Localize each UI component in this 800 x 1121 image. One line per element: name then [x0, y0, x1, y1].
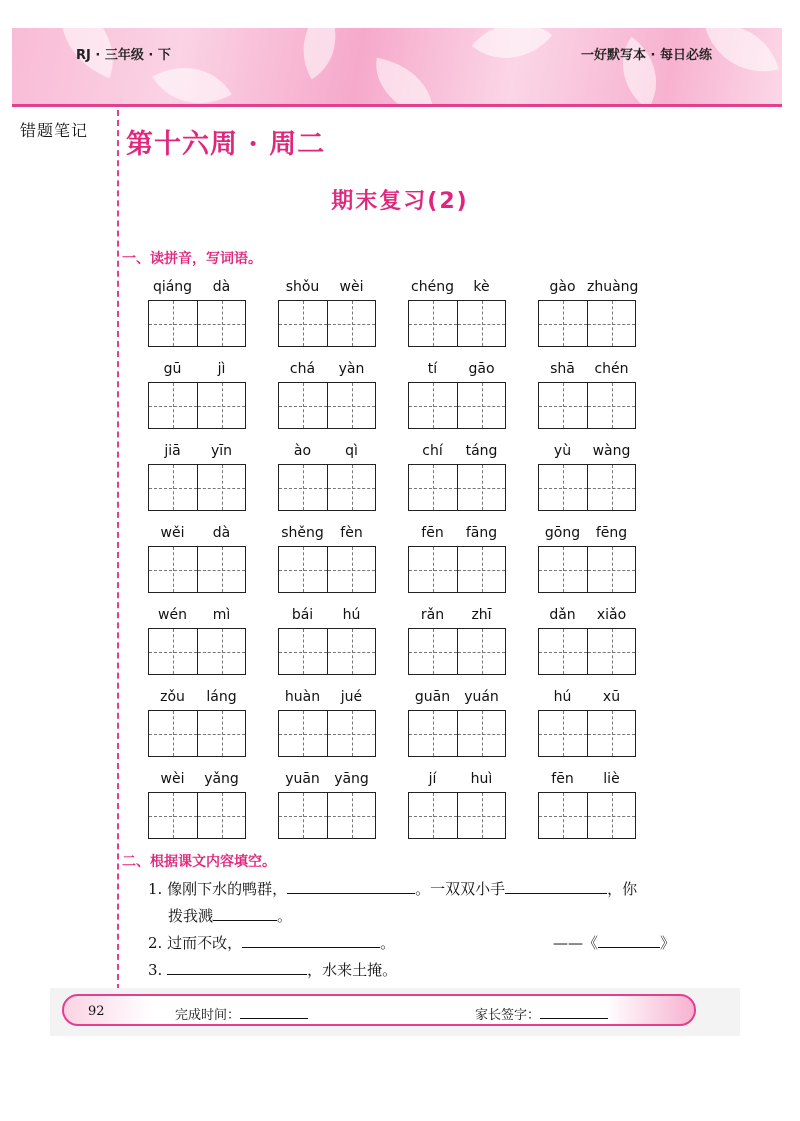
word-item	[408, 522, 538, 604]
completion-time-label: 完成时间：	[175, 1008, 241, 1023]
pinyin-syllable: qì	[345, 443, 358, 459]
petal-decoration	[705, 28, 778, 85]
answer-blank[interactable]	[213, 906, 277, 921]
tianzige-cell[interactable]	[539, 301, 587, 346]
page-title	[0, 184, 800, 215]
pinyin-label	[148, 522, 246, 544]
question-1-text-b: 。一双双小手	[415, 880, 506, 898]
writing-boxes	[148, 382, 246, 429]
tianzige-cell[interactable]	[279, 547, 327, 592]
pinyin-syllable: chén	[594, 361, 629, 377]
writing-boxes	[538, 710, 636, 757]
tianzige-cell[interactable]	[149, 711, 197, 756]
writing-boxes	[148, 710, 246, 757]
word-item	[408, 440, 538, 522]
word-item	[278, 358, 408, 440]
word-item	[278, 522, 408, 604]
fill-question-1-line-2	[168, 905, 292, 926]
tianzige-cell[interactable]	[279, 383, 327, 428]
word-item	[538, 522, 668, 604]
pinyin-syllable: yù	[553, 443, 572, 459]
pinyin-label	[408, 686, 506, 708]
tianzige-cell[interactable]	[149, 629, 197, 674]
pinyin-syllable: wèi	[339, 279, 364, 295]
page-header-banner	[12, 28, 782, 104]
word-item	[148, 604, 278, 686]
pinyin-syllable: fēng	[595, 525, 628, 541]
word-item	[538, 686, 668, 768]
writing-boxes	[148, 300, 246, 347]
pinyin-syllable: shěng	[281, 525, 324, 541]
word-item	[408, 768, 538, 850]
tianzige-cell[interactable]	[539, 383, 587, 428]
pinyin-syllable: jué	[340, 689, 363, 705]
tianzige-cell[interactable]	[409, 793, 457, 838]
question-1-text-d: 拨我溅	[168, 907, 214, 925]
tianzige-cell[interactable]	[279, 793, 327, 838]
tianzige-cell[interactable]	[327, 793, 375, 838]
pinyin-word-grid	[148, 276, 668, 850]
pinyin-syllable: wàng	[592, 443, 631, 459]
writing-boxes	[408, 464, 506, 511]
tianzige-cell[interactable]	[279, 711, 327, 756]
section-1-title: 一、读拼音，写词语。	[122, 251, 262, 267]
pinyin-syllable: gào	[549, 279, 576, 295]
word-item	[148, 522, 278, 604]
petal-decoration	[472, 28, 553, 81]
answer-blank[interactable]	[287, 879, 415, 894]
tianzige-cell[interactable]	[197, 547, 245, 592]
page-title-text: 期末复习(2)	[331, 189, 469, 214]
fill-question-1-line-1	[148, 878, 637, 899]
writing-boxes	[278, 382, 376, 429]
pinyin-syllable: tí	[427, 361, 438, 377]
writing-boxes	[538, 464, 636, 511]
tianzige-cell[interactable]	[457, 629, 505, 674]
word-item	[408, 358, 538, 440]
pinyin-label	[408, 768, 506, 790]
word-item	[408, 276, 538, 358]
pinyin-syllable: fēn	[551, 771, 574, 787]
tianzige-cell[interactable]	[279, 301, 327, 346]
pinyin-label	[278, 358, 376, 380]
pinyin-syllable: yīn	[210, 443, 233, 459]
word-item	[538, 276, 668, 358]
pinyin-syllable: táng	[465, 443, 498, 459]
word-row	[148, 440, 668, 522]
writing-boxes	[148, 546, 246, 593]
tianzige-cell[interactable]	[539, 547, 587, 592]
pinyin-syllable: kè	[473, 279, 490, 295]
tianzige-cell[interactable]	[587, 629, 635, 674]
tianzige-cell[interactable]	[457, 383, 505, 428]
header-divider	[12, 104, 782, 107]
pinyin-syllable: gū	[163, 361, 182, 377]
pinyin-syllable: huì	[470, 771, 493, 787]
pinyin-label	[538, 522, 636, 544]
pinyin-syllable: shǒu	[285, 279, 320, 295]
writing-boxes	[408, 382, 506, 429]
tianzige-cell[interactable]	[149, 465, 197, 510]
question-3-text-b: ，水来土掩。	[307, 961, 398, 979]
tianzige-cell[interactable]	[409, 629, 457, 674]
tianzige-cell[interactable]	[409, 547, 457, 592]
pinyin-syllable: mì	[212, 607, 231, 623]
tianzige-cell[interactable]	[149, 793, 197, 838]
tianzige-cell[interactable]	[327, 547, 375, 592]
fill-question-3	[148, 959, 397, 980]
pinyin-syllable: láng	[206, 689, 237, 705]
pinyin-syllable: guān	[414, 689, 451, 705]
page-number: 92	[88, 1004, 105, 1019]
pinyin-syllable: yàn	[338, 361, 365, 377]
writing-boxes	[538, 546, 636, 593]
pinyin-syllable: yāng	[334, 771, 369, 787]
tianzige-cell[interactable]	[197, 301, 245, 346]
header-grade-label: RJ · 三年级 · 下	[76, 48, 171, 63]
tianzige-cell[interactable]	[409, 301, 457, 346]
word-row	[148, 358, 668, 440]
pinyin-syllable: dà	[212, 525, 231, 541]
tianzige-cell[interactable]	[327, 629, 375, 674]
word-item	[148, 440, 278, 522]
question-3-text-a: 3.	[148, 961, 168, 979]
pinyin-label	[538, 276, 639, 298]
parent-signature-label: 家长签字：	[475, 1008, 541, 1023]
pinyin-label	[278, 686, 376, 708]
question-2-text-b: 。	[380, 934, 396, 952]
parent-signature-blank[interactable]	[540, 1004, 608, 1019]
writing-boxes	[148, 628, 246, 675]
word-row	[148, 686, 668, 768]
tianzige-cell[interactable]	[279, 465, 327, 510]
tianzige-cell[interactable]	[457, 465, 505, 510]
word-item	[278, 686, 408, 768]
tianzige-cell[interactable]	[587, 465, 635, 510]
pinyin-label	[408, 440, 506, 462]
question-2-source	[553, 932, 675, 953]
pinyin-syllable: fēn	[421, 525, 444, 541]
tianzige-cell[interactable]	[197, 465, 245, 510]
pinyin-label	[148, 604, 246, 626]
tianzige-cell[interactable]	[327, 383, 375, 428]
writing-boxes	[278, 628, 376, 675]
week-title: 第十六周 · 周二	[126, 129, 326, 160]
petal-decoration	[284, 28, 355, 79]
tianzige-cell[interactable]	[197, 711, 245, 756]
writing-boxes	[408, 300, 506, 347]
word-item	[538, 440, 668, 522]
tianzige-cell[interactable]	[197, 629, 245, 674]
writing-boxes	[408, 546, 506, 593]
pinyin-label	[408, 522, 506, 544]
writing-boxes	[538, 792, 636, 839]
word-row	[148, 522, 668, 604]
pinyin-label	[278, 440, 376, 462]
pinyin-syllable: jí	[428, 771, 437, 787]
word-row	[148, 276, 668, 358]
writing-boxes	[538, 628, 636, 675]
writing-boxes	[408, 628, 506, 675]
pinyin-label	[278, 604, 376, 626]
tianzige-cell[interactable]	[587, 383, 635, 428]
pinyin-label	[538, 440, 636, 462]
pinyin-label	[148, 440, 246, 462]
writing-boxes	[538, 382, 636, 429]
word-item	[538, 358, 668, 440]
writing-boxes	[408, 792, 506, 839]
pinyin-label	[148, 276, 246, 298]
pinyin-syllable: zhī	[471, 607, 492, 623]
writing-boxes	[148, 464, 246, 511]
pinyin-label	[148, 686, 246, 708]
pinyin-syllable: zǒu	[160, 689, 185, 705]
pinyin-syllable: xū	[602, 689, 621, 705]
tianzige-cell[interactable]	[587, 793, 635, 838]
pinyin-syllable: shā	[550, 361, 575, 377]
margin-dashed-line	[117, 110, 119, 990]
pinyin-syllable: chí	[422, 443, 443, 459]
tianzige-cell[interactable]	[409, 383, 457, 428]
word-item	[148, 358, 278, 440]
question-1-text-c: ，你	[607, 880, 638, 898]
pinyin-syllable: gōng	[544, 525, 581, 541]
pinyin-syllable: jì	[217, 361, 226, 377]
writing-boxes	[278, 464, 376, 511]
tianzige-cell[interactable]	[327, 465, 375, 510]
pinyin-syllable: ào	[293, 443, 312, 459]
pinyin-syllable: yǎng	[204, 771, 239, 787]
question-1-text-e: 。	[277, 907, 293, 925]
tianzige-cell[interactable]	[409, 465, 457, 510]
pinyin-syllable: liè	[603, 771, 620, 787]
word-item	[278, 440, 408, 522]
writing-boxes	[408, 710, 506, 757]
pinyin-syllable: wèi	[160, 771, 185, 787]
question-2-source-close: 》	[660, 934, 676, 952]
pinyin-syllable: rǎn	[420, 607, 445, 623]
writing-boxes	[148, 792, 246, 839]
word-item	[408, 686, 538, 768]
tianzige-cell[interactable]	[149, 301, 197, 346]
fill-question-2	[148, 932, 395, 953]
writing-boxes	[278, 300, 376, 347]
pinyin-syllable: yuān	[285, 771, 320, 787]
tianzige-cell[interactable]	[327, 301, 375, 346]
tianzige-cell[interactable]	[149, 383, 197, 428]
answer-blank[interactable]	[505, 879, 607, 894]
writing-boxes	[278, 792, 376, 839]
question-2-text-a: 2. 过而不改，	[148, 934, 243, 952]
pinyin-syllable: chéng	[411, 279, 454, 295]
word-item	[148, 768, 278, 850]
pinyin-syllable: qiáng	[152, 279, 193, 295]
pinyin-label	[278, 522, 376, 544]
tianzige-cell[interactable]	[587, 711, 635, 756]
word-row	[148, 604, 668, 686]
word-item	[408, 604, 538, 686]
pinyin-label	[538, 768, 636, 790]
tianzige-cell[interactable]	[457, 301, 505, 346]
tianzige-cell[interactable]	[539, 793, 587, 838]
tianzige-cell[interactable]	[457, 793, 505, 838]
header-book-label: 一好默写本 · 每日必练	[581, 48, 712, 63]
pinyin-syllable: hú	[553, 689, 572, 705]
pinyin-label	[538, 358, 636, 380]
tianzige-cell[interactable]	[539, 629, 587, 674]
tianzige-cell[interactable]	[149, 547, 197, 592]
pinyin-label	[148, 768, 246, 790]
tianzige-cell[interactable]	[197, 383, 245, 428]
tianzige-cell[interactable]	[457, 711, 505, 756]
word-item	[148, 276, 278, 358]
pinyin-syllable: dà	[212, 279, 231, 295]
pinyin-label	[278, 768, 376, 790]
tianzige-cell[interactable]	[539, 711, 587, 756]
tianzige-cell[interactable]	[587, 301, 635, 346]
mistake-notes-label: 错题笔记	[20, 121, 89, 140]
tianzige-cell[interactable]	[197, 793, 245, 838]
pinyin-syllable: fāng	[465, 525, 498, 541]
word-item	[278, 768, 408, 850]
pinyin-syllable: dǎn	[549, 607, 576, 623]
pinyin-label	[538, 604, 636, 626]
completion-time	[175, 1004, 308, 1023]
pinyin-syllable: wěi	[160, 525, 185, 541]
petal-decoration	[368, 58, 441, 104]
parent-signature	[475, 1004, 608, 1023]
word-item	[538, 604, 668, 686]
tianzige-cell[interactable]	[457, 547, 505, 592]
pinyin-syllable: huàn	[284, 689, 321, 705]
pinyin-label	[278, 276, 376, 298]
writing-boxes	[538, 300, 636, 347]
pinyin-syllable: gāo	[468, 361, 495, 377]
word-item	[538, 768, 668, 850]
answer-blank[interactable]	[167, 960, 307, 975]
section-2-title: 二、根据课文内容填空。	[122, 854, 276, 870]
pinyin-label	[538, 686, 636, 708]
pinyin-syllable: zhuàng	[587, 279, 639, 295]
pinyin-syllable: bái	[291, 607, 314, 623]
pinyin-syllable: yuán	[464, 689, 499, 705]
writing-boxes	[278, 710, 376, 757]
pinyin-label	[408, 358, 506, 380]
pinyin-syllable: xiǎo	[596, 607, 627, 623]
answer-blank[interactable]	[242, 933, 380, 948]
tianzige-cell[interactable]	[279, 629, 327, 674]
tianzige-cell[interactable]	[327, 711, 375, 756]
writing-boxes	[278, 546, 376, 593]
word-row	[148, 768, 668, 850]
pinyin-label	[408, 276, 506, 298]
word-item	[278, 276, 408, 358]
tianzige-cell[interactable]	[587, 547, 635, 592]
pinyin-label	[408, 604, 506, 626]
completion-time-blank[interactable]	[240, 1004, 308, 1019]
tianzige-cell[interactable]	[409, 711, 457, 756]
word-item	[148, 686, 278, 768]
pinyin-syllable: hú	[342, 607, 361, 623]
pinyin-syllable: chá	[289, 361, 316, 377]
pinyin-syllable: wén	[158, 607, 187, 623]
pinyin-syllable: jiā	[164, 443, 181, 459]
question-1-text-a: 1. 像刚下水的鸭群，	[148, 880, 288, 898]
tianzige-cell[interactable]	[539, 465, 587, 510]
answer-blank[interactable]	[598, 933, 660, 948]
pinyin-syllable: fèn	[340, 525, 363, 541]
word-item	[278, 604, 408, 686]
pinyin-label	[148, 358, 246, 380]
question-2-source-open: ——《	[553, 934, 599, 952]
